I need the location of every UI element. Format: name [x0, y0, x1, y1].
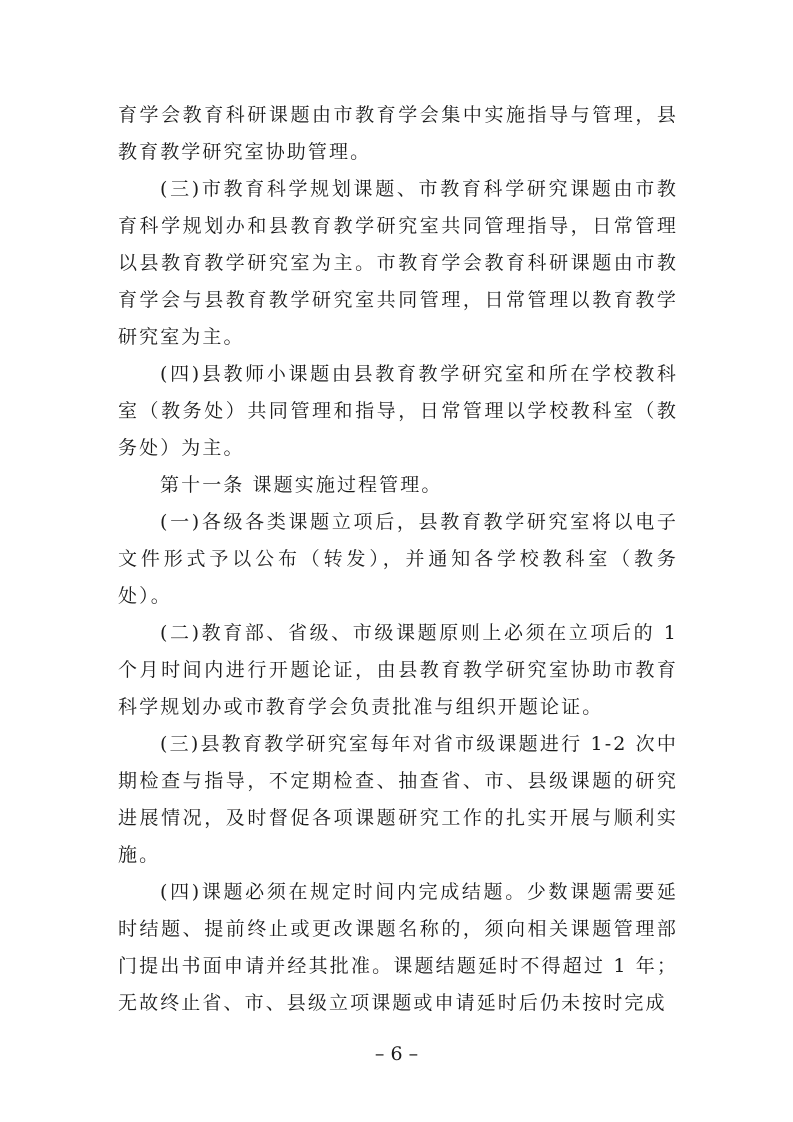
paragraph-continuation: 育学会教育科研课题由市教育学会集中实施指导与管理，县教育教学研究室协助管理。 [118, 104, 678, 163]
paragraph-item-4-teacher-small-topics: (四)县教师小课题由县教育教学研究室和所在学校教科室（教务处）共同管理和指导，日常管理以学校教科室（教务处）为主。 [118, 363, 678, 459]
paragraph-item-3-city-planning: (三)市教育科学规划课题、市教育科学研究课题由市教育科学规划办和县教育教学研究室共同管理指导，日常管理以县教育教学研究室为主。市教育学会教育科研课题由市教育学会与县教育教学研究室共同管理，日常管理以教育教学研究室为主。 [118, 178, 678, 348]
document-body [118, 97, 678, 1022]
paragraph-item-1-publication: (一)各级各类课题立项后，县教育教学研究室将以电子文件形式予以公布（转发），并通知各学校教科室（教务处）。 [118, 511, 678, 607]
paragraph-item-2-opening-review: (二)教育部、省级、市级课题原则上必须在立项后的 1 个月时间内进行开题论证，由县教育教学研究室协助市教育科学规划办或市教育学会负责批准与组织开题论证。 [118, 622, 678, 718]
paragraph-item-4-completion: (四)课题必须在规定时间内完成结题。少数课题需要延时结题、提前终止或更改课题名称的，须向相关课题管理部门提出书面申请并经其批准。课题结题延时不得超过 1 年；无故终止省、市、县级立项课题或申请延时后仍未按时完成 [118, 881, 678, 1014]
page-number: – 6 – [374, 1043, 419, 1065]
paragraph-item-3-midterm-check: (三)县教育教学研究室每年对省市级课题进行 1-2 次中期检查与指导，不定期检查、抽查省、市、县级课题的研究进展情况，及时督促各项课题研究工作的扎实开展与顺利实施。 [118, 733, 678, 866]
article-11-heading: 第十一条 课题实施过程管理。 [160, 474, 443, 496]
